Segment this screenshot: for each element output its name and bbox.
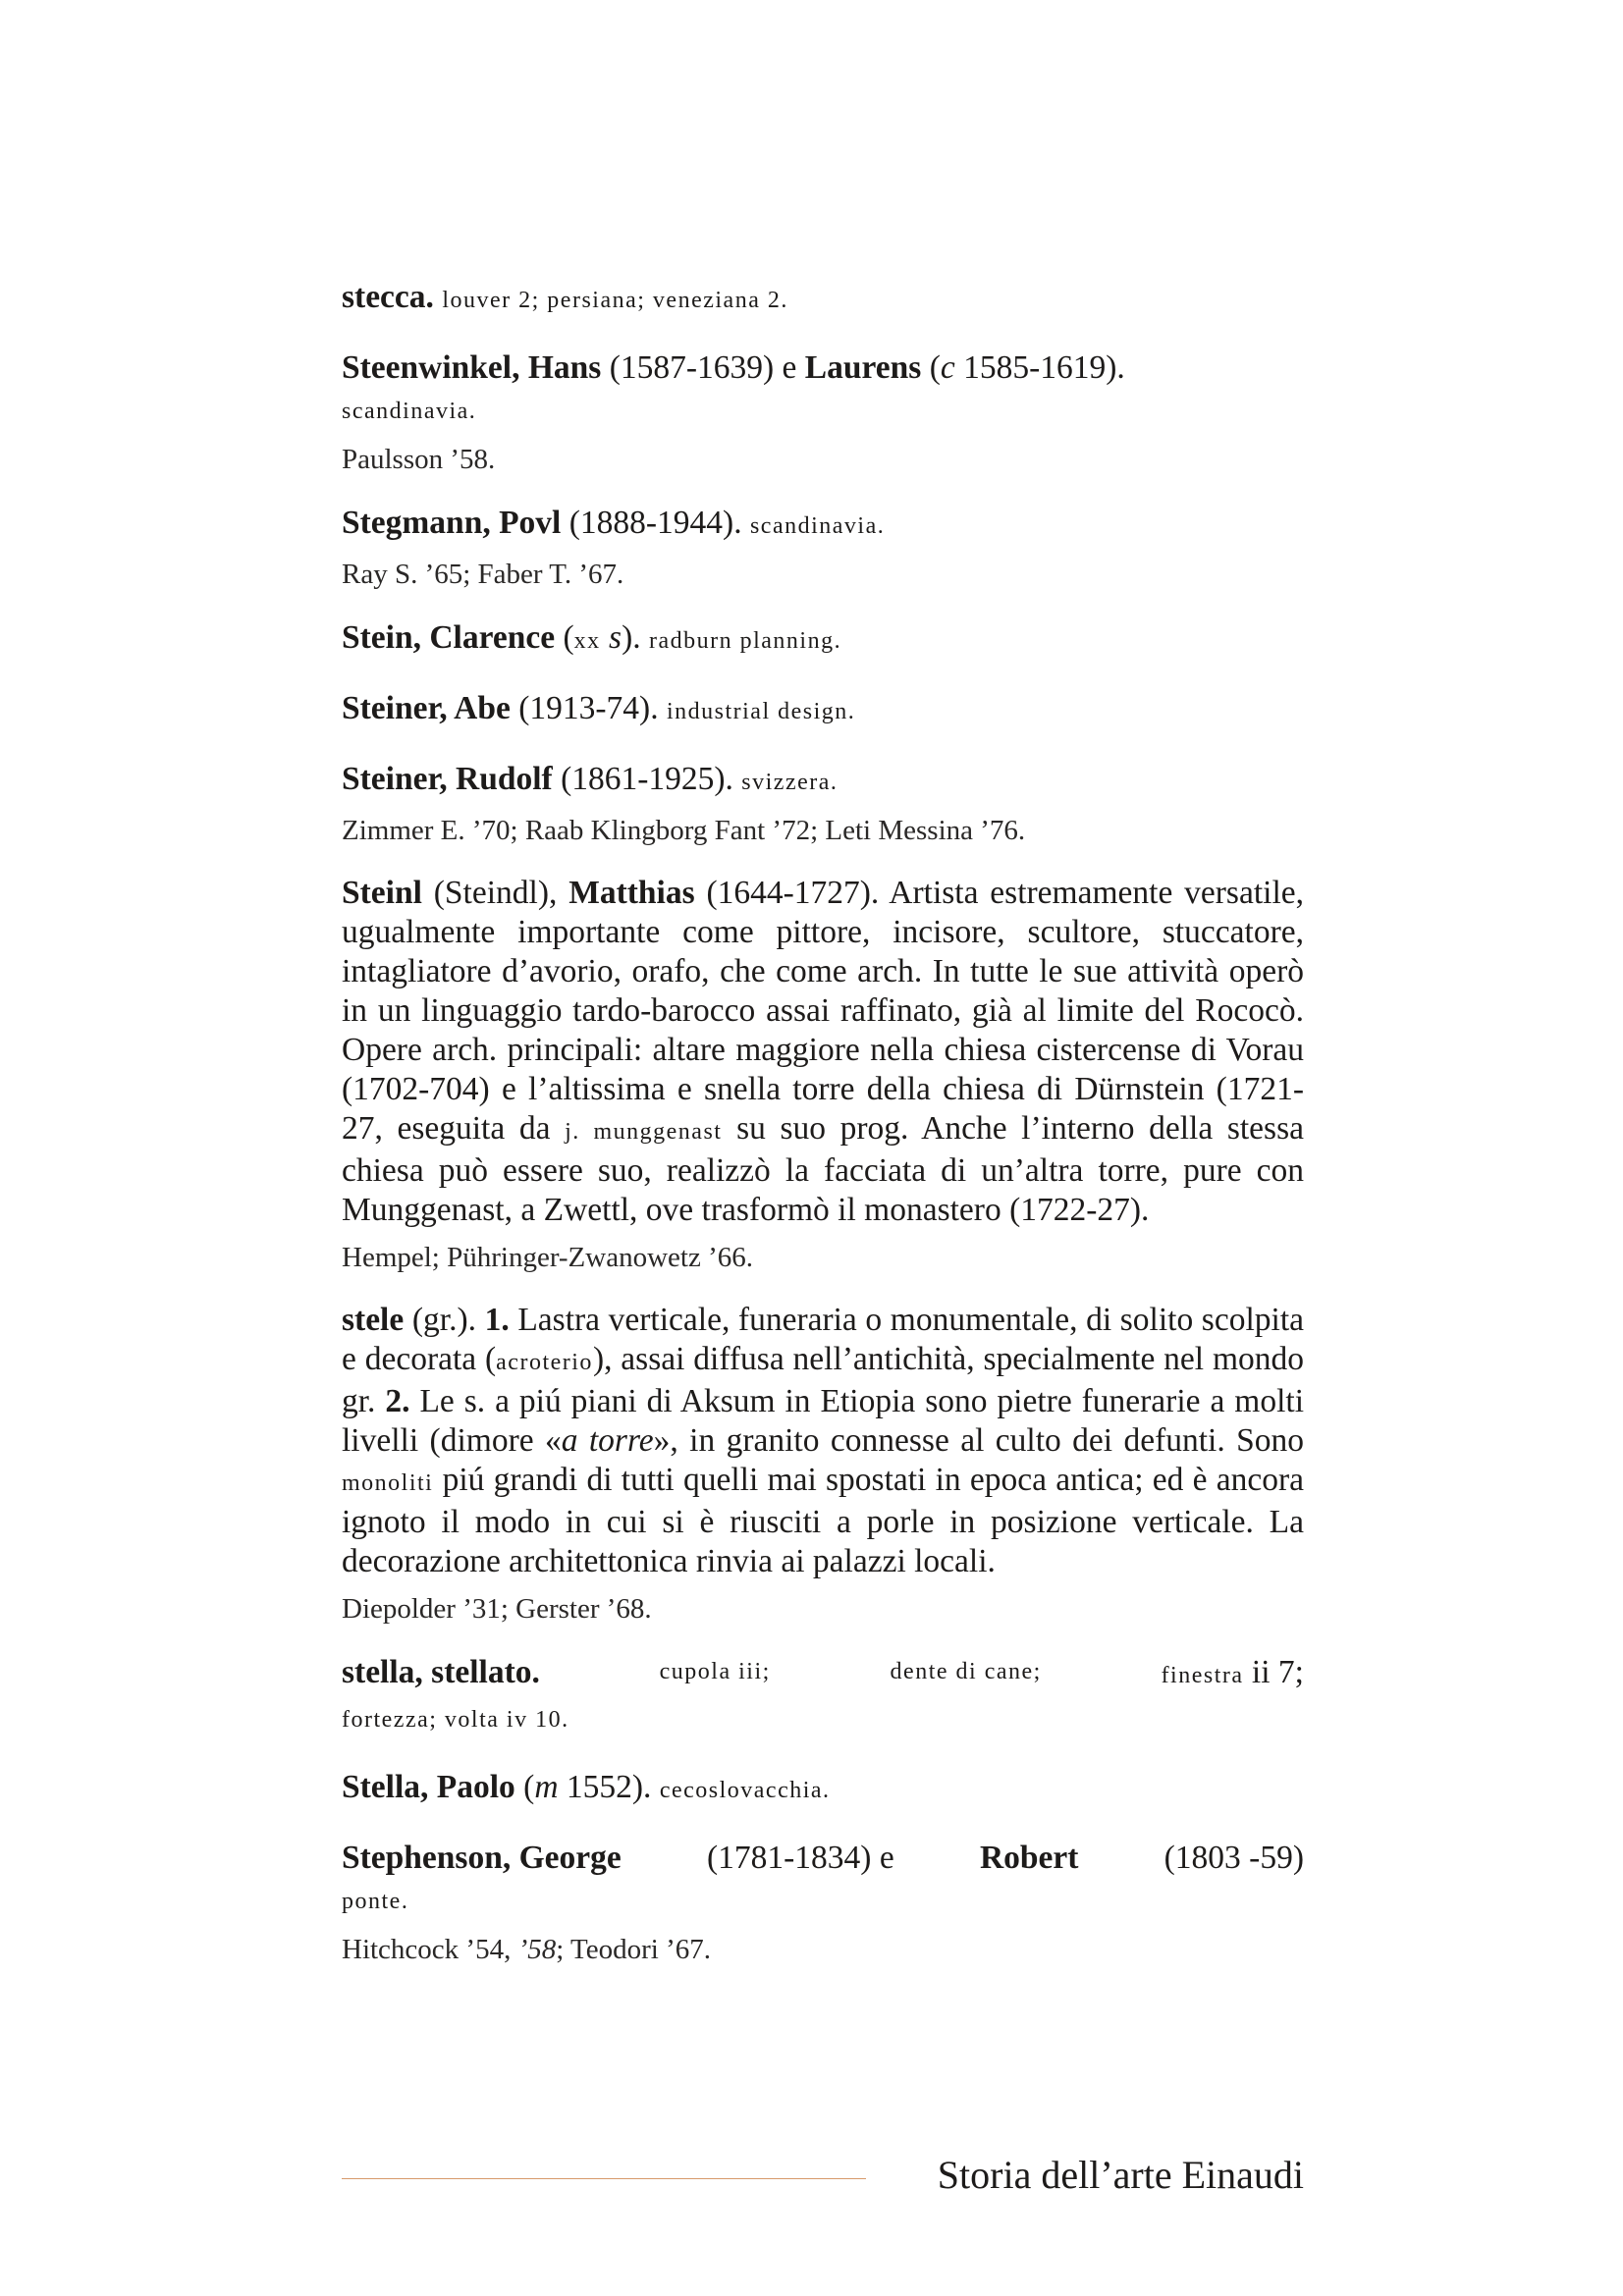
cross-reference: finestra: [1161, 1663, 1244, 1688]
entry-steenwinkel: [342, 347, 1304, 476]
headword: Stephenson, George: [342, 1840, 622, 1876]
bibliography: Hempel; Pühringer-Zwanowetz ’66.: [342, 1242, 753, 1273]
cross-reference: scandinavia.: [342, 399, 477, 424]
body-text: piú grandi di tutti quelli mai spostati in epoca antica; ed è ancora ignoto il modo in cui si è riusciti a porle in posizione verticale. La decorazione architettonica rinvia ai palazzi locali.: [342, 1462, 1305, 1579]
entry-stella-paolo: [342, 1767, 1304, 1811]
headword: stella, stellato.: [342, 1654, 540, 1690]
headword: Steiner, Abe: [342, 690, 511, 726]
entry-stein: [342, 617, 1304, 662]
headword: Stein, Clarence: [342, 619, 556, 656]
headword: Robert: [979, 1840, 1079, 1876]
entry-stecca: [342, 277, 1304, 321]
bibliography: Paulsson ’58.: [342, 444, 496, 475]
body-text: ), assai diffusa nell’antichità, specialmente nel mondo gr.: [342, 1341, 1305, 1419]
entry-stella: [342, 1652, 1304, 1740]
headword: Steenwinkel, Hans: [342, 349, 602, 386]
cross-reference: monoliti: [342, 1470, 434, 1496]
body-text: (1644-1727). Artista estremamente versatile, ugualmente importante come pittore, incisore, scultore, stuccatore, intagliatore d’avorio, orafo, che come arch. In tutte le sue attività operò in un linguaggio tardo-barocco assai raffinato, già al limite del Rococò. Opere arch. principali: altare maggiore nella chiesa cistercense di Vorau (1702-704) e l’altissima e snella torre della chiesa di Dürnstein (1721-27, eseguita da: [342, 875, 1305, 1147]
cross-reference: j. munggenast: [565, 1119, 723, 1145]
alt-name: (Steindl),: [433, 875, 558, 911]
bibliography: [342, 1933, 1304, 1966]
dates: (1781-1834) e: [706, 1840, 894, 1876]
dates: (1587-1639) e: [609, 349, 797, 386]
bibliography-text: Hitchcock ’54,: [342, 1934, 518, 1965]
dates: ).: [622, 619, 641, 656]
cross-reference: svizzera.: [741, 770, 839, 795]
bibliography-italic: ’58: [517, 1934, 557, 1965]
footer-title: Storia dell’arte Einaudi: [937, 2153, 1304, 2197]
headword: Matthias: [568, 875, 695, 911]
body-text: su suo prog. Anche l’interno della stessa chiesa può essere suo, realizzò la facciata di un’altra torre, pure con Munggenast, a Zwettl, ove trasformò il monastero (1722-27).: [342, 1110, 1304, 1228]
cross-reference: dente di cane;: [890, 1659, 1042, 1684]
entry-steinl: [342, 874, 1304, 1274]
dates: 1552).: [566, 1769, 652, 1805]
abbreviation: (gr.).: [411, 1302, 476, 1338]
headword: Steinl: [342, 875, 422, 911]
dates: (1861-1925).: [561, 761, 733, 797]
entry-stegmann: [342, 503, 1304, 591]
body-text: », in granito connesse al culto dei defunti. Sono: [653, 1422, 1304, 1459]
bibliography: Ray S. ’65; Faber T. ’67.: [342, 559, 624, 590]
sense-number: 2.: [385, 1383, 410, 1419]
body-text: Le s. a piú piani di Aksum in Etiopia sono pietre funerarie a molti livelli (dimore «: [342, 1383, 1305, 1459]
dates: (1803 -59): [1163, 1840, 1304, 1876]
dates: (: [523, 1769, 535, 1805]
headword: Stegmann, Povl: [342, 505, 562, 541]
century: xx: [573, 628, 601, 654]
dates: (1888-1944).: [568, 505, 742, 541]
cross-reference: louver 2; persiana; veneziana 2.: [442, 288, 788, 313]
circa-mark: c: [940, 349, 955, 386]
cross-reference: fortezza; volta iv 10.: [342, 1707, 569, 1733]
century-mark: s: [609, 619, 622, 656]
dates: (: [563, 619, 574, 656]
dates: 1585-1619).: [963, 349, 1125, 386]
cross-reference: acroterio: [496, 1350, 593, 1375]
headword: Stella, Paolo: [342, 1769, 515, 1805]
bibliography: Diepolder ’31; Gerster ’68.: [342, 1593, 652, 1625]
dates: (: [929, 349, 941, 386]
sense-number: 1.: [484, 1302, 510, 1338]
dictionary-page: [342, 277, 1304, 1993]
italic-text: a torre: [561, 1422, 654, 1459]
entry-stephenson: [342, 1838, 1304, 1966]
headword: Laurens: [804, 349, 922, 386]
cross-reference: cecoslovacchia.: [659, 1778, 831, 1803]
footer-rule: [342, 2178, 866, 2179]
death-mark: m: [534, 1769, 559, 1805]
cross-reference: scandinavia.: [749, 513, 886, 539]
cross-reference: cupola iii;: [659, 1659, 771, 1684]
cross-reference-number: ii 7;: [1251, 1654, 1304, 1690]
bibliography-text: ; Teodori ’67.: [556, 1934, 711, 1965]
entry-steiner-rudolf: [342, 759, 1304, 847]
cross-reference: ponte.: [342, 1889, 409, 1914]
cross-reference: radburn planning.: [648, 628, 842, 654]
headword: stele: [342, 1302, 405, 1338]
entry-stele: [342, 1301, 1304, 1626]
headword: stecca.: [342, 279, 434, 315]
body-text: Lastra verticale, funeraria o monumentale, di solito scolpita e decorata (: [342, 1302, 1305, 1377]
headword: Steiner, Rudolf: [342, 761, 553, 797]
bibliography: Zimmer E. ’70; Raab Klingborg Fant ’72; Leti Messina ’76.: [342, 815, 1026, 846]
dates: (1913-74).: [518, 690, 659, 726]
entry-steiner-abe: [342, 688, 1304, 732]
cross-reference: industrial design.: [666, 699, 856, 724]
